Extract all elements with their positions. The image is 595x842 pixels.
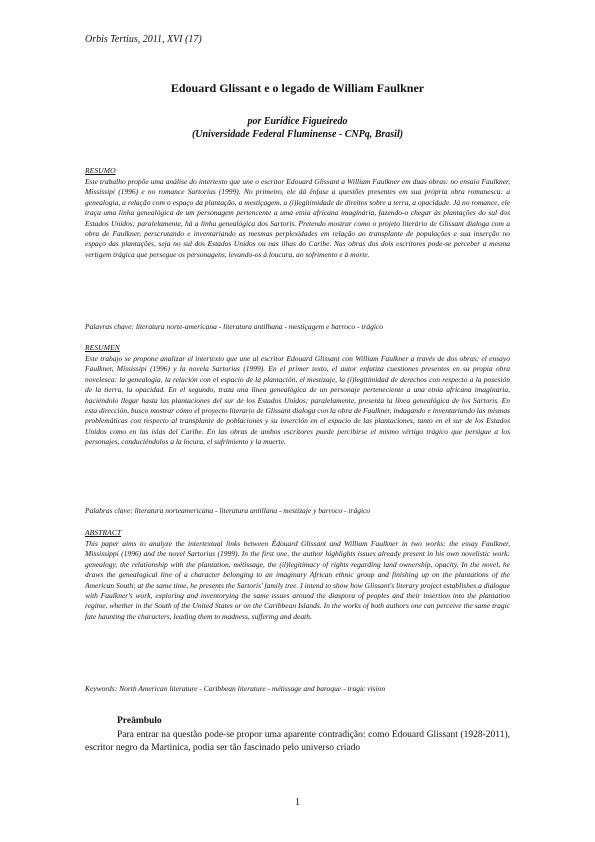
abstract-text: This paper aims to analyze the intertextual links between Édouard Glissant and William Faulkner in two works: the essay Faulkner, Mississippi (1996) and the novel Sartorius (1999). In the first one, the author highlights issues already present in his own novelistic work: genealogy, the relationship with the plantation, métissage, the (il)legitimacy of rights regarding land ownership, opacity. In the novel, he draws the genealogical line of a character belonging to an imaginary African ethnic group and finishing up on the plantations of the American South; at the same time, he presents the Sartoris' family tree. I intend to show how Glissant's literary project establishes a dialogue with Faulkner's work, exploring and inventorying the same issues around the diaspora of peoples and their insertion into the plantation regime, whether in the South of the United States or on the Caribbean Islands. In the works of both authors one can perceive the same tragic fate haunting the characters, leading them to madness, suffering and death. [85,539,510,621]
preambulo-heading: Preâmbulo [117,716,162,726]
resumen-keywords: Palabras clave: literatura norteamericana - literatura antillana - mestizaje y barroco - trágico [85,506,371,515]
page-number: 1 [295,797,300,808]
article-title: Edouard Glissant e o legado de William Faulkner [170,81,425,95]
resumo-keywords: Palavras chave: literatura norte-americana - literatura antilhana - mestiçagem e barroco - trágico [85,322,384,331]
abstract-heading: ABSTRACT [85,528,122,537]
preambulo-paragraph: Para entrar na questão pode-se propor uma aparente contradição: como Edouard Glissant (1928-2011), escritor negro da Martinica, podia ser tão fascinado pelo universo criado [85,730,510,753]
resumo-heading: RESUMO [85,166,116,175]
resumen-text: Este trabajo se propone analizar el intertexto que une al escritor Edouard Glissant con William Faulkner a través de dos obras: el ensayo Faulkner, Mississipi (1996) y la novela Sartorius (1999). En el primer texto, el autor enfatiza cuestiones presentes en su propia obra novelesca: la genealogía, la relación con el espacio de la plantación, el mestizaje, la (i)legitimidad de derechos con respecto a la posesión de la tierra, la opacidad. En el segundo, traza una línea genealógica de un personaje perteneciente a una etnia africana imaginaria, haciéndolo llegar hasta las plantaciones del sur de los Estados Unidos; paralelamente, presenta la línea genealógica de los Sartoris. En esta dirección, busco mostrar cómo el proyecto literario de Glissant dialoga con la obra de Faulkner, indagando e inventariando las mismas problemáticas con respecto al transplante de poblaciones y su inserción en el espacio de las plantaciones, tanto en el sur de los Estados Unidos como en las islas del Caribe. En las obras de ambos escritores puede percibirse el mismo vértigo trágico que persigue a los personajes, conduciéndolos a la locura, el sufrimiento y la muerte. [85,354,510,447]
author-affiliation: (Universidade Federal Fluminense - CNPq, Brasil) [191,129,404,140]
abstract-keywords: Keywords: North American literature - Caribbean literature - métissage and baroque - tragic vision [85,684,386,693]
article-author: por Eurídice Figueiredo [247,116,348,127]
journal-citation: Orbis Tertius, 2011, XVI (17) [85,34,202,45]
resumo-text: Este trabalho propõe uma análise do intertexto que une o escritor Edouard Glissant a William Faulkner em duas obras: no ensaio Faulkner, Mississipi (1996) e no romance Sartorius (1999). No primeiro, ele dá ênfase a questões presentes em sua própria obra romanesca: a genealogia, a relação com o espaço da plantação, a mestiçagem, a (i)legitimidade de direitos sobre a terra, a opacidade. Já no romance, ele traça uma linha genealógica de um personagem pertencente a uma etnia africana imaginária, fazendo-o chegar às plantações do sul dos Estados Unidos; paralelamente, há a linha genealógica dos Sartoris. Pretendo mostrar como o projeto literário de Glissant dialoga com a obra de Faulkner, perscrutando e inventariando as mesmas perplexidades em relação ao transplante de populações e sua inserção no espaço das plantações, seja no sul dos Estados Unidos ou nas ilhas do Caribe. Nas obras dos dois escritores pode-se perceber a mesma vertigem trágica que persegue os personagens, levando-os à loucura, ao sofrimento e à morte. [85,177,510,259]
resumen-heading: RESUMEN [85,343,120,352]
